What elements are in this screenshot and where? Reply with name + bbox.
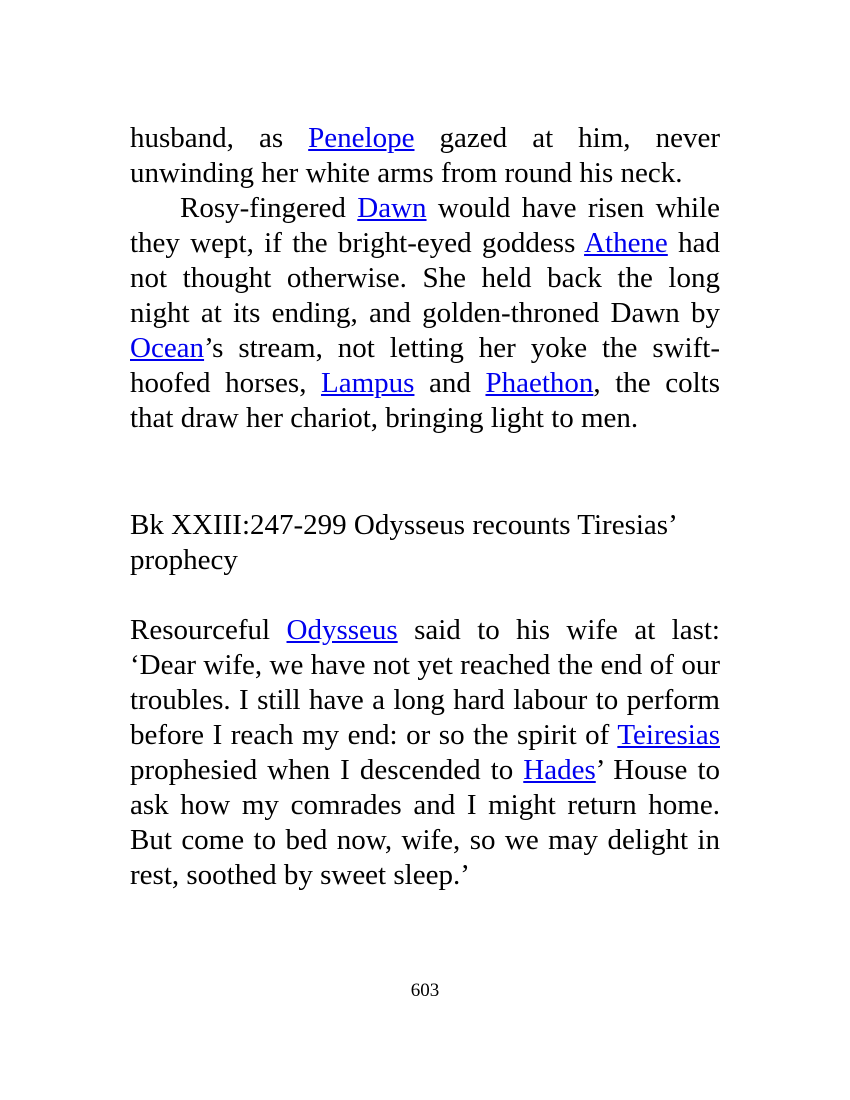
paragraph-2-text: would have risen while they wept, if the bright-eyed goddess bbox=[130, 192, 720, 259]
paragraph-2-text: , the colts that draw her chariot, bringing light to men. bbox=[130, 367, 720, 434]
link-athene[interactable]: Athene bbox=[584, 227, 668, 259]
link-penelope[interactable]: Penelope bbox=[308, 122, 415, 154]
paragraph-3-text: prophesied when I descended to bbox=[130, 754, 524, 786]
text-column bbox=[130, 121, 720, 436]
link-hades[interactable]: Hades bbox=[523, 754, 596, 786]
section-heading: Bk XXIII:247-299 Odysseus recounts Tiresias’ prophecy bbox=[130, 509, 676, 576]
paragraph-1 bbox=[130, 121, 720, 191]
paragraph-3-text: ’ House to ask how my comrades and I might return home. But come to bed now, wife, so we may delight in rest, soothed by sweet sleep.’ bbox=[130, 754, 720, 891]
link-phaethon[interactable]: Phaethon bbox=[485, 367, 594, 399]
link-lampus[interactable]: Lampus bbox=[321, 367, 415, 399]
paragraph-1-text: husband, as bbox=[130, 122, 309, 154]
page-number: 603 bbox=[410, 980, 440, 1001]
link-ocean[interactable]: Ocean bbox=[130, 332, 205, 364]
paragraph-2-text: Rosy-fingered bbox=[180, 192, 358, 224]
paragraph-2 bbox=[130, 191, 720, 436]
text-column-2 bbox=[130, 613, 720, 893]
link-teiresias[interactable]: Teiresias bbox=[617, 719, 720, 751]
paragraph-3-text: Resourceful bbox=[130, 614, 287, 646]
paragraph-2-text: ’s stream, not letting her yoke the swift-hoofed horses, bbox=[130, 332, 720, 399]
link-odysseus[interactable]: Odysseus bbox=[286, 614, 398, 646]
link-dawn[interactable]: Dawn bbox=[357, 192, 427, 224]
paragraph-1-text: gazed at him, never unwinding her white arms from round his neck. bbox=[130, 122, 720, 189]
paragraph-2-text: and bbox=[414, 367, 486, 399]
paragraph-2-text: had not thought otherwise. She held back the long night at its ending, and golden-throned Dawn by bbox=[130, 227, 720, 329]
paragraph-3-text: said to his wife at last: ‘Dear wife, we have not yet reached the end of our troubles. I still have a long hard labour to perform before I reach my end: or so the spirit of bbox=[130, 614, 720, 751]
paragraph-3 bbox=[130, 613, 720, 893]
